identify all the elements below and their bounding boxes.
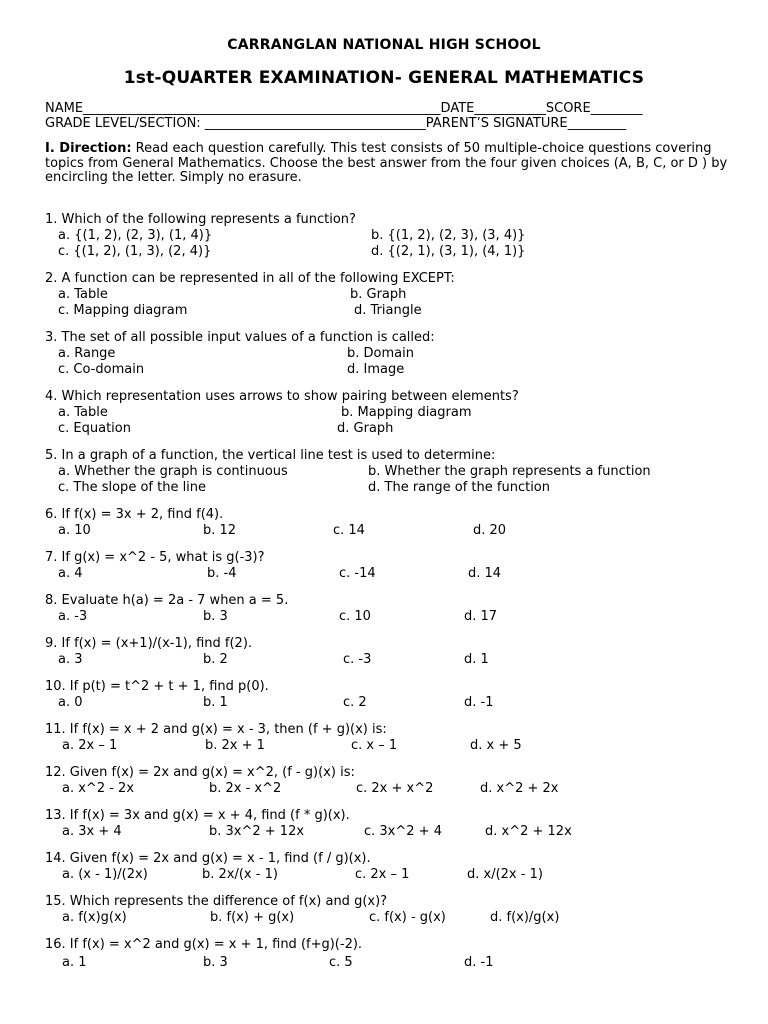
question-12: 12. Given f(x) = 2x and g(x) = x^2, (f - g)(x) is: xyxy=(45,765,355,780)
name-date-score-line: NAME_______________________________________________________DATE___________SCORE________ xyxy=(45,101,643,116)
q6-option-a[interactable]: a. 10 xyxy=(58,523,91,538)
q3-option-a[interactable]: a. Range xyxy=(58,346,116,361)
q2-option-b[interactable]: b. Graph xyxy=(350,287,407,302)
grade-section-signature-line: GRADE LEVEL/SECTION: __________________________________PARENT’S SIGNATURE_________ xyxy=(45,116,627,131)
q2-option-c[interactable]: c. Mapping diagram xyxy=(58,303,188,318)
q9-option-b[interactable]: b. 2 xyxy=(203,652,228,667)
q2-option-a[interactable]: a. Table xyxy=(58,287,108,302)
question-3: 3. The set of all possible input values of a function is called: xyxy=(45,330,435,345)
direction-label: I. Direction: xyxy=(45,141,132,156)
q8-option-a[interactable]: a. -3 xyxy=(58,609,88,624)
q8-option-b[interactable]: b. 3 xyxy=(203,609,228,624)
q16-option-c[interactable]: c. 5 xyxy=(329,955,353,970)
q10-option-a[interactable]: a. 0 xyxy=(58,695,83,710)
q15-option-d[interactable]: d. f(x)/g(x) xyxy=(490,910,560,925)
direction-paragraph xyxy=(45,142,730,186)
question-6: 6. If f(x) = 3x + 2, find f(4). xyxy=(45,507,224,522)
q15-option-b[interactable]: b. f(x) + g(x) xyxy=(210,910,295,925)
q12-option-d[interactable]: d. x^2 + 2x xyxy=(480,781,559,796)
question-2: 2. A function can be represented in all of the following EXCEPT: xyxy=(45,271,455,286)
q4-option-d[interactable]: d. Graph xyxy=(337,421,394,436)
q10-option-c[interactable]: c. 2 xyxy=(343,695,367,710)
school-name: CARRANGLAN NATIONAL HIGH SCHOOL xyxy=(227,37,541,53)
q4-option-a[interactable]: a. Table xyxy=(58,405,108,420)
q14-option-b[interactable]: b. 2x/(x - 1) xyxy=(202,867,278,882)
question-11: 11. If f(x) = x + 2 and g(x) = x - 3, then (f + g)(x) is: xyxy=(45,722,387,737)
q11-option-c[interactable]: c. x – 1 xyxy=(351,738,398,753)
question-16: 16. If f(x) = x^2 and g(x) = x + 1, find (f+g)(-2). xyxy=(45,937,363,952)
q10-option-b[interactable]: b. 1 xyxy=(203,695,228,710)
exam-title: 1st-QUARTER EXAMINATION- GENERAL MATHEMATICS xyxy=(123,68,645,88)
q1-option-d[interactable]: d. {(2, 1), (3, 1), (4, 1)} xyxy=(371,244,526,259)
q5-option-c[interactable]: c. The slope of the line xyxy=(58,480,207,495)
q7-option-c[interactable]: c. -14 xyxy=(339,566,376,581)
q13-option-a[interactable]: a. 3x + 4 xyxy=(62,824,122,839)
q16-option-d[interactable]: d. -1 xyxy=(464,955,494,970)
q15-option-c[interactable]: c. f(x) - g(x) xyxy=(369,910,446,925)
q7-option-a[interactable]: a. 4 xyxy=(58,566,83,581)
q1-option-a[interactable]: a. {(1, 2), (2, 3), (1, 4)} xyxy=(58,228,213,243)
question-13: 13. If f(x) = 3x and g(x) = x + 4, find (f * g)(x). xyxy=(45,808,350,823)
q4-option-b[interactable]: b. Mapping diagram xyxy=(341,405,472,420)
q8-option-c[interactable]: c. 10 xyxy=(339,609,371,624)
q8-option-d[interactable]: d. 17 xyxy=(464,609,498,624)
q12-option-c[interactable]: c. 2x + x^2 xyxy=(356,781,434,796)
q5-option-b[interactable]: b. Whether the graph represents a function xyxy=(368,464,651,479)
question-7: 7. If g(x) = x^2 - 5, what is g(-3)? xyxy=(45,550,265,565)
q7-option-b[interactable]: b. -4 xyxy=(207,566,237,581)
q13-option-c[interactable]: c. 3x^2 + 4 xyxy=(364,824,442,839)
q9-option-c[interactable]: c. -3 xyxy=(343,652,372,667)
q14-option-c[interactable]: c. 2x – 1 xyxy=(355,867,410,882)
q4-option-c[interactable]: c. Equation xyxy=(58,421,131,436)
question-8: 8. Evaluate h(a) = 2a - 7 when a = 5. xyxy=(45,593,289,608)
question-1: 1. Which of the following represents a function? xyxy=(45,212,356,227)
q9-option-a[interactable]: a. 3 xyxy=(58,652,83,667)
q10-option-d[interactable]: d. -1 xyxy=(464,695,494,710)
direction-text: Read each question carefully. This test consists of 50 multiple-choice questions covering topics from General Mathematics. Choose the best answer from the four given choices (A, B, C, or D ) by encircling the letter. Simply no erasure. xyxy=(45,141,728,185)
q6-option-c[interactable]: c. 14 xyxy=(333,523,365,538)
q12-option-b[interactable]: b. 2x - x^2 xyxy=(209,781,282,796)
q5-option-d[interactable]: d. The range of the function xyxy=(368,480,550,495)
q11-option-a[interactable]: a. 2x – 1 xyxy=(62,738,118,753)
q16-option-a[interactable]: a. 1 xyxy=(62,955,87,970)
q11-option-b[interactable]: b. 2x + 1 xyxy=(205,738,265,753)
q11-option-d[interactable]: d. x + 5 xyxy=(470,738,522,753)
question-9: 9. If f(x) = (x+1)/(x-1), find f(2). xyxy=(45,636,253,651)
q3-option-c[interactable]: c. Co-domain xyxy=(58,362,145,377)
question-14: 14. Given f(x) = 2x and g(x) = x - 1, find (f / g)(x). xyxy=(45,851,371,866)
q14-option-a[interactable]: a. (x - 1)/(2x) xyxy=(62,867,148,882)
q1-option-b[interactable]: b. {(1, 2), (2, 3), (3, 4)} xyxy=(371,228,526,243)
q3-option-b[interactable]: b. Domain xyxy=(347,346,414,361)
q6-option-b[interactable]: b. 12 xyxy=(203,523,237,538)
q3-option-d[interactable]: d. Image xyxy=(347,362,405,377)
q2-option-d[interactable]: d. Triangle xyxy=(354,303,422,318)
q13-option-d[interactable]: d. x^2 + 12x xyxy=(485,824,572,839)
q12-option-a[interactable]: a. x^2 - 2x xyxy=(62,781,135,796)
question-15: 15. Which represents the difference of f(x) and g(x)? xyxy=(45,894,388,909)
question-10: 10. If p(t) = t^2 + t + 1, find p(0). xyxy=(45,679,269,694)
q15-option-a[interactable]: a. f(x)g(x) xyxy=(62,910,127,925)
q9-option-d[interactable]: d. 1 xyxy=(464,652,489,667)
q5-option-a[interactable]: a. Whether the graph is continuous xyxy=(58,464,288,479)
q6-option-d[interactable]: d. 20 xyxy=(473,523,507,538)
q1-option-c[interactable]: c. {(1, 2), (1, 3), (2, 4)} xyxy=(58,244,212,259)
q7-option-d[interactable]: d. 14 xyxy=(468,566,502,581)
q16-option-b[interactable]: b. 3 xyxy=(203,955,228,970)
question-4: 4. Which representation uses arrows to show pairing between elements? xyxy=(45,389,519,404)
q13-option-b[interactable]: b. 3x^2 + 12x xyxy=(209,824,305,839)
question-5: 5. In a graph of a function, the vertical line test is used to determine: xyxy=(45,448,496,463)
q14-option-d[interactable]: d. x/(2x - 1) xyxy=(467,867,543,882)
